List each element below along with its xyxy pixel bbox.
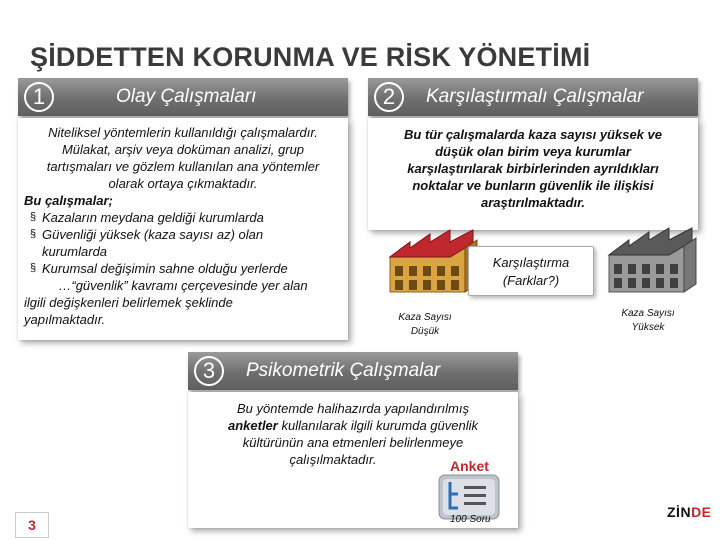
- body-text: kullanılarak ilgili kurumda güvenlik: [277, 418, 479, 433]
- section2-body: [372, 126, 694, 211]
- section2-number: 2: [374, 82, 404, 112]
- body-line: noktalar ve bunların güvenlik ile ilişkisi: [412, 178, 654, 193]
- brand-logo: [667, 504, 712, 520]
- survey-label: Anket: [450, 458, 489, 474]
- page-number: 3: [15, 512, 49, 538]
- body-line: düşük olan birim veya kurumlar: [435, 144, 631, 159]
- section3-number: 3: [194, 356, 224, 386]
- section3-panel: [188, 392, 518, 528]
- closing-line: …“güvenlik” kavramı çerçevesinde yer alan: [58, 278, 308, 293]
- intro-line: olarak ortaya çıkmaktadır.: [108, 176, 258, 191]
- section1-intro: [24, 124, 342, 192]
- section2-header: [368, 78, 698, 116]
- factory-red-icon: [385, 222, 480, 302]
- factory-gray-icon: [604, 220, 700, 302]
- brand-part: ZİN: [667, 504, 692, 520]
- factory-label-line: Düşük: [410, 326, 440, 337]
- closing-line: yapılmaktadır.: [24, 312, 106, 327]
- page-title: ŞİDDETTEN KORUNMA VE RİSK YÖNETİMİ: [30, 42, 591, 72]
- section3-header: [188, 352, 518, 390]
- section1-header: [18, 78, 348, 116]
- body-line: araştırılmaktadır.: [480, 195, 586, 210]
- closing-line: ilgili değişkenleri belirlemek şeklinde: [24, 295, 233, 310]
- section1-heading: Olay Çalışmaları: [116, 86, 257, 107]
- section1-number: 1: [24, 82, 54, 112]
- body-line: kültürünün ana etmenleri belirlenmeye: [242, 435, 464, 450]
- survey-caption: 100 Soru: [450, 514, 491, 525]
- comparison-line: Karşılaştırma: [492, 255, 570, 270]
- comparison-box: [468, 246, 594, 296]
- factory-label-line: Kaza Sayısı: [621, 308, 675, 319]
- body-line: çalışılmaktadır.: [289, 452, 377, 467]
- intro-line: tartışmaları ve gözlem kullanılan ana yöntemler: [46, 159, 320, 174]
- comparison-line: (Farklar?): [502, 273, 560, 288]
- right-factory-label: [608, 307, 688, 335]
- section2-heading: Karşılaştırmalı Çalışmalar: [426, 86, 644, 107]
- body-line: Bu yöntemde halihazırda yapılandırılmış: [237, 401, 469, 416]
- section2-panel: [368, 118, 698, 230]
- factory-label-line: Yüksek: [631, 322, 665, 333]
- list-item: § Kurumsal değişimin sahne olduğu yerlerde: [24, 260, 342, 277]
- factory-label-line: Kaza Sayısı: [398, 312, 452, 323]
- body-line: [192, 417, 514, 434]
- brand-part: DE: [691, 504, 712, 520]
- intro-line: Niteliksel yöntemlerin kullanıldığı çalışmalardır.: [48, 125, 318, 140]
- section1-closing: [24, 277, 342, 328]
- intro-line: Mülakat, arşiv veya doküman analizi, grup: [61, 142, 305, 157]
- body-line: karşılaştırılarak birbirlerinden ayrıldıkları: [407, 161, 659, 176]
- left-factory-label: [385, 311, 465, 339]
- body-line: Bu tür çalışmalarda kaza sayısı yüksek ve: [404, 127, 662, 142]
- section1-bullet-list: [24, 209, 342, 277]
- bold-keyword: anketler: [227, 418, 278, 433]
- list-item: § Güvenliği yüksek (kaza sayısı az) olan kurumlarda: [24, 226, 312, 260]
- section1-subheading: Bu çalışmalar;: [24, 193, 113, 208]
- section1-panel: [18, 118, 348, 340]
- list-item: § Kazaların meydana geldiği kurumlarda: [24, 209, 342, 226]
- section3-heading: Psikometrik Çalışmalar: [246, 360, 441, 381]
